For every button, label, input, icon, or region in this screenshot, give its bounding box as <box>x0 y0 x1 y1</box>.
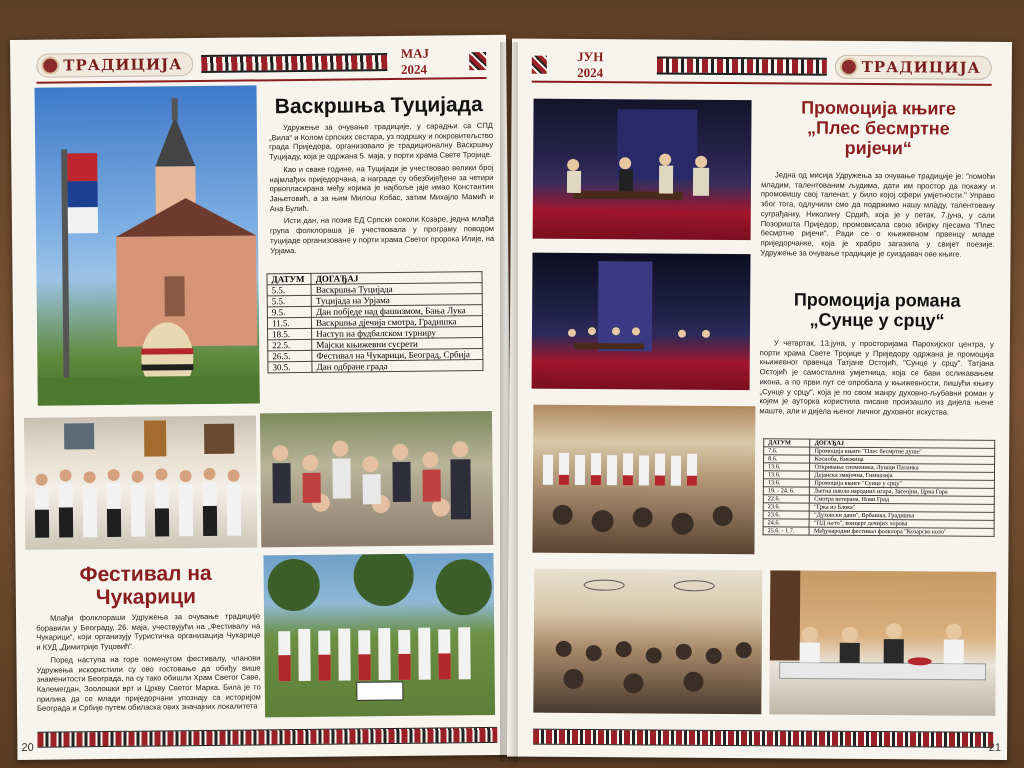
table-cell: 22.5. <box>268 339 312 350</box>
article-title <box>758 290 996 331</box>
table-cell: Васкршња дјечија смотра, Градишка <box>312 316 483 329</box>
photo-parish-hall-audience <box>533 569 762 715</box>
table-cell: 13.6. <box>764 463 810 471</box>
table-cell: Међународни фестивал фолклора "Козарско коло" <box>809 527 994 536</box>
hall-illustration <box>533 569 762 715</box>
choir-illustration <box>24 415 257 549</box>
table-cell: 25.6. - 1.7. <box>763 527 809 535</box>
logo-emblem-icon <box>41 56 59 74</box>
article-paragraph: Поред наступа на горе поменутом фестивалу, чланови Удружења искористили су ово гостовање да обиђу више знаменитости Београда, па су тако обишли Храм Светог Саве, Калемегдан, Зоолошки врт и Цркву Светог Марка. Била је то прилика да се млади приједорчани упознају са историјом Београда и Србије путем обиласка ових значајних локалитета <box>36 653 261 714</box>
table-cell: 18.5. <box>268 328 312 339</box>
embroidery-band <box>656 57 826 76</box>
article-paragraph: Једна од мисија Удружења за очување традиције је: "помоћи младим, талентованим људима, дати им простор да покажу и промовишу свој таленат, у било којој сфери умјетности." Управо због тога, одлучили смо да подржимо нашу младу, талентовану суграђанку, Николину Срдић, која је у петак, 7.јуна, у сали Позоришта Приједор, промовисала свою збирку пјесама "Плес бесмртне ријечи". Ради се о књижевном првенцу младе приједорчанке, која је храбро загазила у свијет поезије. Удружење за очување традиције је суиздавач ове књиге. <box>760 170 996 259</box>
title-line: „Сунце у срцу“ <box>809 309 945 331</box>
table-cell: "ПД љето", концерт дечијих хорова <box>810 519 995 528</box>
table-cell: 23.6. <box>763 503 809 511</box>
photo-audience-hall <box>532 405 755 555</box>
table-cell: "Духовски дани", Врбашка, Градишка <box>810 511 995 520</box>
magazine-logo <box>835 55 992 80</box>
table-cell: 23.6. <box>763 511 809 519</box>
stage-illustration <box>532 253 751 391</box>
page-number: 20 <box>21 741 34 754</box>
table-cell: "Грка из Блока" <box>810 503 995 512</box>
table-cell: Откривање спомeника, Лушци Паланка <box>810 463 995 472</box>
panel-illustration <box>769 570 996 716</box>
article-title <box>759 98 997 159</box>
article-paragraph: Као и сваке године, на Туцијади је учествовао велики број најмлађих приједорчана, а награде су обезбијеђене за четири првопласирана међу којима је најбоље јаје имао Константин Јањетовић, а за њим Милош Кобас, затим Михајло Мамић и Ана Булић. <box>269 162 494 214</box>
article-body <box>36 611 261 717</box>
title-line: Чукарици <box>95 585 197 610</box>
article-paragraph: Млађи фолклораши Удружења за очување традиције боравили у Београду, 26. маја, учествујући на „Фестивалу на Чукарици“, који организују Туристичка организација Чукарице и КУД „Димитрије Туцовић“. <box>36 611 261 652</box>
page-number: 21 <box>988 741 1002 754</box>
table-cell: 11.5. <box>267 317 311 328</box>
embroidery-band <box>201 53 387 73</box>
photo-children-choir <box>24 415 257 549</box>
table-cell: Косиоба, Кнежица <box>810 455 995 464</box>
table-cell: 5.5. <box>267 284 311 295</box>
article-title <box>45 562 245 610</box>
table-cell: Промоција књиге "Плес бесмртне душе" <box>810 447 995 456</box>
table-cell: 26.5. <box>268 350 312 361</box>
audience-illustration <box>532 405 755 555</box>
table-cell: Дан одбране града <box>312 360 483 373</box>
table-cell: Наступ на фудбалском турниру <box>312 327 483 340</box>
table-cell: Дан побједе над фашизмом, Бања Лука <box>311 305 482 318</box>
table-cell: 8.6. <box>764 455 810 463</box>
left-page <box>10 35 514 760</box>
magazine-logo <box>36 52 193 78</box>
article-paragraph: Удружење за очување традиције, у сарадњи са СПД „Вила“ и Колом српских сестара, уз подршку и покровитељство града Приједора, организовало је традиционалну Васкршњу Туцијаду, која је одржана 5. маја, у порти храма Свете Тројице. <box>268 120 494 162</box>
church-illustration <box>35 85 260 405</box>
footer-embroidery <box>37 727 497 748</box>
issue-month: МАЈ 2024 <box>400 45 430 77</box>
article-body <box>269 121 494 259</box>
table-cell: Дејанска змијочна, Гимназија <box>810 471 995 480</box>
table-cell: 13.6. <box>763 479 809 487</box>
embroidery-square-icon <box>532 56 547 74</box>
table-cell: Мајски књижевни сусрети <box>312 338 483 351</box>
article-title: Васкршња Туцијада <box>274 93 483 119</box>
logo-text: ТРАДИЦИЈА <box>63 55 183 75</box>
article-body <box>760 170 995 262</box>
photo-book-promotion-1 <box>533 99 752 241</box>
table-cell: Смотра ветерана, Нови Град <box>810 495 995 504</box>
header-rule <box>532 81 992 86</box>
title-line: Промоција књиге <box>801 97 957 119</box>
logo-emblem-icon <box>840 58 858 76</box>
photo-church <box>35 85 260 405</box>
book-gutter <box>500 42 518 762</box>
table-cell: 13.6. <box>763 471 809 479</box>
table-cell: 19. - 24. 6. <box>763 487 809 495</box>
table-cell: Фестивал на Чукарици, Београд, Србија <box>312 349 483 362</box>
table-header: ДАТУМ <box>267 273 311 284</box>
right-header <box>532 48 992 82</box>
stage-illustration <box>533 99 752 241</box>
table-cell: 7.6. <box>764 447 810 455</box>
title-line: ријечи“ <box>844 137 912 158</box>
table-cell: 30.5. <box>268 361 312 372</box>
table-row <box>268 360 483 373</box>
table-cell: 9.5. <box>267 306 311 317</box>
table-cell: Васкршња Туцијада <box>311 283 482 296</box>
table-header: ДАТУМ <box>764 439 810 447</box>
issue-month: ЈУН 2024 <box>577 48 604 81</box>
article-body <box>759 338 994 420</box>
photo-crowd-easter <box>260 411 493 547</box>
article-paragraph: У четвртак, 13.јуна, у просторијама Парохијског центра, у порти храма Свете Тројице у Приједору одржана је промоција књижевног првенца Татјане Остојић, "Сунце у срцу". Татјана Остојић је самостална умјетница, која се бави осликавањем икона, а по први пут се опробала у књижевности, пишући књигу „Сунце у срцу“, која је по свом жанру духовно-љубавни роман у којем је ауторка користила писане произашло из дијела њене маште, али и дијела њеног личног духовног искуства. <box>759 338 994 417</box>
table-row <box>763 527 994 537</box>
table-cell: 22.6. <box>763 495 809 503</box>
title-line: „Плес бесмртне <box>807 117 950 139</box>
events-table <box>266 271 483 373</box>
table-cell: Љетна школа народних игара, Засеојни, Црна Гора <box>810 487 995 496</box>
photo-book-promotion-2 <box>532 253 751 391</box>
table-cell: Промоција књиге "Сунце у срцу" <box>810 479 995 488</box>
left-header <box>36 47 486 80</box>
folklore-illustration <box>263 553 495 717</box>
embroidery-square-icon <box>469 52 486 70</box>
photo-panel-table <box>769 570 996 716</box>
events-table <box>763 438 996 537</box>
title-line: Промоција романа <box>793 289 961 311</box>
table-cell: Туцијада на Урјама <box>311 294 482 307</box>
table-header: ДОГАЂАЈ <box>810 439 995 448</box>
table-cell: 24.6. <box>763 519 809 527</box>
crowd-illustration <box>260 411 493 547</box>
table-cell: 5.5. <box>267 295 311 306</box>
article-paragraph: Исти дан, на позив ЕД Српски соколи Козаре, једна млађа група фолклораша је учествовала у програму поводом туцијаде организоване у порти храма Светог пророка Илије, на Урјама. <box>269 214 495 255</box>
title-line: Фестивал на <box>79 561 212 587</box>
table-header: ДОГАЂАЈ <box>311 272 482 285</box>
logo-text: ТРАДИЦИЈА <box>861 57 981 77</box>
right-page <box>507 39 1012 760</box>
footer-embroidery <box>533 729 993 748</box>
photo-folklore-group <box>263 553 495 717</box>
